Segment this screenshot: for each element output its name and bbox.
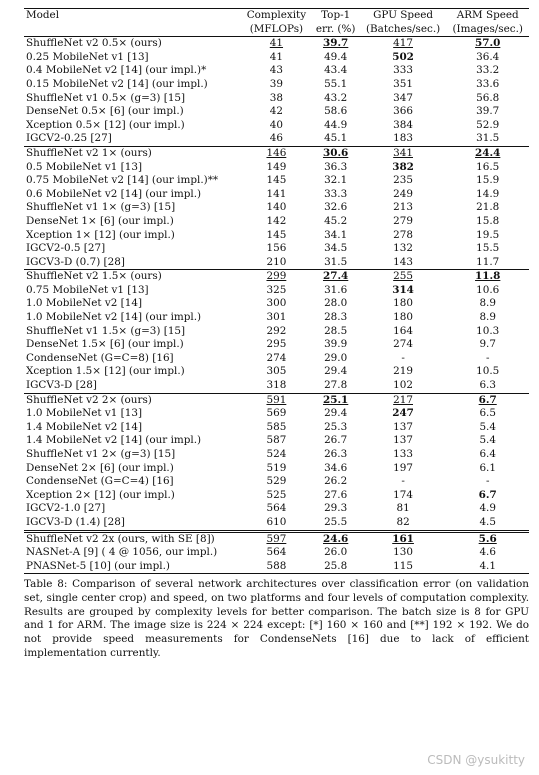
model-cell: 0.4 MobileNet v2 [14] (our impl.)* — [26, 64, 207, 77]
complexity-cell: 300 — [266, 297, 287, 310]
gpu-cell: 130 — [393, 546, 413, 559]
table-row — [24, 64, 529, 78]
complexity-cell: 591 — [241, 393, 311, 407]
complexity-cell: 145 — [266, 174, 287, 187]
complexity-cell: 43 — [269, 64, 284, 77]
complexity-cell: 564 — [266, 502, 287, 515]
gpu-cell: 247 — [392, 407, 414, 420]
arm-cell: 14.9 — [476, 187, 500, 200]
header-complexity: Complexity — [241, 9, 311, 23]
model-cell: IGCV3-D [28] — [26, 379, 97, 392]
top1-cell: 28.0 — [324, 297, 348, 310]
table-row — [24, 256, 529, 270]
top1-cell: 25.8 — [312, 560, 360, 574]
top1-cell: 31.5 — [324, 255, 348, 268]
gpu-cell: 255 — [360, 270, 447, 284]
top1-cell: 34.5 — [324, 242, 348, 255]
model-cell: 0.25 MobileNet v1 [13] — [26, 50, 149, 63]
watermark: CSDN @ysukitty — [427, 753, 525, 767]
top1-cell: 25.1 — [312, 393, 360, 407]
model-cell: ShuffleNet v2 1× (ours) — [24, 146, 241, 160]
model-cell: Xception 1× [12] (our impl.) — [26, 228, 175, 241]
gpu-cell: 333 — [393, 64, 413, 77]
gpu-cell: 347 — [393, 91, 413, 104]
row-group — [24, 531, 529, 574]
complexity-cell: 318 — [266, 379, 287, 392]
arm-cell: 11.8 — [446, 270, 529, 284]
top1-cell: 28.3 — [324, 311, 348, 324]
model-cell: DenseNet 2× [6] (our impl.) — [26, 461, 174, 474]
model-cell: IGCV2-1.0 [27] — [26, 502, 106, 515]
model-cell: 0.75 MobileNet v2 [14] (our impl.)** — [26, 174, 219, 187]
table-row — [24, 119, 529, 133]
top1-cell: 44.9 — [324, 118, 348, 131]
gpu-cell: 183 — [393, 132, 413, 145]
top1-cell: 32.1 — [324, 174, 348, 187]
gpu-cell: 278 — [393, 228, 413, 241]
complexity-cell: 525 — [266, 488, 287, 501]
table-row — [24, 546, 529, 560]
table-row — [24, 434, 529, 448]
model-cell: ShuffleNet v2 2× (ours) — [24, 393, 241, 407]
model-cell: ShuffleNet v2 1.5× (ours) — [24, 270, 241, 284]
header-top1: Top-1 — [312, 9, 360, 23]
complexity-cell: 140 — [266, 201, 287, 214]
gpu-cell: 213 — [393, 201, 413, 214]
model-cell: ShuffleNet v1 2× (g=3) [15] — [26, 448, 176, 460]
row-group — [24, 270, 529, 393]
gpu-cell: 366 — [393, 105, 413, 118]
top1-cell: 55.1 — [324, 77, 348, 90]
arm-cell: 6.3 — [479, 379, 496, 392]
gpu-cell: 417 — [360, 37, 447, 51]
table-row — [24, 365, 529, 379]
top1-cell: 45.2 — [324, 214, 348, 227]
table-row — [24, 475, 529, 489]
table-row — [24, 105, 529, 119]
complexity-cell: 305 — [266, 365, 287, 378]
complexity-cell: 41 — [269, 50, 284, 63]
top1-cell: 43.2 — [324, 91, 348, 104]
arm-cell: 11.7 — [476, 255, 500, 268]
arm-cell: - — [485, 475, 490, 488]
complexity-cell: 39 — [269, 77, 284, 90]
table-row — [24, 379, 529, 393]
header-model: Model — [24, 9, 241, 37]
header-gpu: GPU Speed — [360, 9, 447, 23]
top1-cell: 33.3 — [324, 187, 348, 200]
top1-cell: 27.4 — [312, 270, 360, 284]
table-row — [24, 92, 529, 106]
gpu-cell: 279 — [393, 214, 413, 227]
complexity-cell: 41 — [241, 37, 311, 51]
table-caption: Table 8: Comparison of several network architectures over classification error (on validation set, single center crop) and speed, on two platforms and four levels of computation complexity. Results are grouped by complexity levels for better comparison. The batch size is 8 for GPU and 1 for ARM. The image size is 224 × 224 except: [*] 160 × 160 and [**] 192 × 192. We do not provide speed measurements for CondenseNets [16] due to lack of efficient implementation currently. — [24, 578, 529, 659]
table-row — [24, 352, 529, 366]
model-cell: 0.5 MobileNet v1 [13] — [26, 160, 143, 173]
top1-cell: 58.6 — [324, 105, 348, 118]
table-row — [24, 37, 529, 51]
arm-cell: 4.1 — [446, 560, 529, 574]
gpu-cell: 384 — [393, 118, 413, 131]
top1-cell: 25.3 — [324, 420, 348, 433]
complexity-cell: 38 — [269, 91, 284, 104]
arm-cell: 24.4 — [446, 146, 529, 160]
complexity-cell: 569 — [266, 407, 287, 420]
table-figure — [24, 8, 529, 661]
top1-cell: 28.5 — [324, 324, 348, 337]
gpu-cell: 81 — [396, 502, 410, 515]
table-row — [24, 284, 529, 298]
gpu-cell: 174 — [393, 488, 413, 501]
arm-cell: 15.8 — [476, 214, 500, 227]
arm-cell: 6.7 — [446, 393, 529, 407]
table-row — [24, 297, 529, 311]
table-row — [24, 502, 529, 516]
arm-cell: 15.5 — [476, 242, 500, 255]
arm-cell: 6.5 — [479, 407, 496, 420]
gpu-cell: 249 — [393, 187, 413, 200]
complexity-cell: 142 — [266, 214, 287, 227]
model-cell: ShuffleNet v1 1× (g=3) [15] — [26, 201, 176, 214]
complexity-cell: 141 — [266, 187, 287, 200]
table-row — [24, 146, 529, 160]
complexity-cell: 146 — [241, 146, 311, 160]
table-row — [24, 188, 529, 202]
complexity-cell: 295 — [266, 338, 287, 351]
top1-cell: 29.4 — [324, 407, 348, 420]
arm-cell: 52.9 — [476, 118, 500, 131]
complexity-cell: 301 — [266, 311, 287, 324]
gpu-cell: 164 — [393, 324, 413, 337]
row-group — [24, 146, 529, 269]
gpu-cell: 235 — [393, 174, 413, 187]
table-row — [24, 132, 529, 146]
complexity-cell: 292 — [266, 324, 287, 337]
model-cell: IGCV3-D (0.7) [28] — [26, 255, 125, 268]
table-row — [24, 560, 529, 574]
arm-cell: 10.6 — [476, 283, 500, 296]
table-row — [24, 242, 529, 256]
row-group — [24, 393, 529, 531]
model-cell: ShuffleNet v1 1.5× (g=3) [15] — [26, 324, 186, 337]
table-row — [24, 421, 529, 435]
arm-cell: 57.0 — [446, 37, 529, 51]
top1-cell: 26.7 — [324, 434, 348, 447]
arm-cell: 6.4 — [479, 448, 496, 460]
table-row — [24, 201, 529, 215]
table-row — [24, 448, 529, 462]
table-row — [24, 338, 529, 352]
arm-cell: 5.4 — [479, 420, 496, 433]
gpu-cell: 132 — [393, 242, 413, 255]
model-cell: NASNet-A [9] ( 4 @ 1056, our impl.) — [26, 546, 218, 559]
table-row — [24, 516, 529, 531]
complexity-cell: 610 — [266, 515, 287, 528]
top1-cell: 27.8 — [324, 379, 348, 392]
table-row — [24, 531, 529, 546]
gpu-cell: 137 — [393, 434, 413, 447]
top1-cell: 39.7 — [312, 37, 360, 51]
top1-cell: 29.3 — [324, 502, 348, 515]
model-cell: 0.15 MobileNet v2 [14] (our impl.) — [26, 77, 208, 90]
arm-cell: 8.9 — [479, 297, 496, 310]
model-cell: ShuffleNet v1 0.5× (g=3) [15] — [26, 91, 186, 104]
gpu-cell: 102 — [393, 379, 413, 392]
comparison-table — [24, 8, 529, 574]
arm-cell: 5.4 — [479, 434, 496, 447]
table-row — [24, 325, 529, 339]
gpu-cell: 161 — [360, 531, 447, 546]
gpu-cell: - — [401, 475, 405, 488]
table-row — [24, 393, 529, 407]
top1-cell: 27.6 — [324, 488, 348, 501]
top1-cell: 36.3 — [324, 160, 348, 173]
header-arm-unit: (Images/sec.) — [446, 23, 529, 37]
model-cell: ShuffleNet v2 0.5× (ours) — [24, 37, 241, 51]
gpu-cell: 180 — [393, 297, 413, 310]
top1-cell: 29.0 — [324, 351, 348, 364]
top1-cell: 39.9 — [324, 338, 348, 351]
arm-cell: - — [485, 351, 490, 364]
model-cell: 0.75 MobileNet v1 [13] — [26, 283, 149, 296]
complexity-cell: 156 — [266, 242, 287, 255]
arm-cell: 10.5 — [476, 365, 500, 378]
model-cell: Xception 1.5× [12] (our impl.) — [26, 365, 185, 378]
arm-cell: 39.7 — [476, 105, 500, 118]
top1-cell: 31.6 — [324, 283, 348, 296]
table-row — [24, 161, 529, 175]
model-cell: CondenseNet (G=C=8) [16] — [26, 351, 174, 364]
header-arm: ARM Speed — [446, 9, 529, 23]
top1-cell: 49.4 — [324, 50, 348, 63]
model-cell: Xception 0.5× [12] (our impl.) — [26, 118, 185, 131]
table-row — [24, 270, 529, 284]
complexity-cell: 529 — [266, 475, 287, 488]
top1-cell: 32.6 — [324, 201, 348, 214]
model-cell: 1.0 MobileNet v1 [13] — [26, 407, 143, 420]
complexity-cell: 40 — [269, 118, 284, 131]
gpu-cell: 341 — [360, 146, 447, 160]
complexity-cell: 145 — [266, 228, 287, 241]
complexity-cell: 325 — [266, 283, 287, 296]
complexity-cell: 149 — [266, 160, 287, 173]
model-cell: CondenseNet (G=C=4) [16] — [26, 475, 174, 488]
arm-cell: 16.5 — [476, 160, 500, 173]
model-cell: 1.0 MobileNet v2 [14] — [26, 297, 143, 310]
table-row — [24, 51, 529, 65]
complexity-cell: 597 — [241, 531, 311, 546]
model-cell: 1.4 MobileNet v2 [14] — [26, 420, 143, 433]
top1-cell: 30.6 — [312, 146, 360, 160]
top1-cell: 25.5 — [324, 515, 348, 528]
gpu-cell: 351 — [393, 77, 413, 90]
arm-cell: 4.5 — [479, 515, 496, 528]
gpu-cell: 143 — [393, 255, 413, 268]
arm-cell: 9.7 — [479, 338, 496, 351]
gpu-cell: 137 — [393, 420, 413, 433]
complexity-cell: 588 — [241, 560, 311, 574]
row-group — [24, 37, 529, 147]
header-top1-unit: err. (%) — [312, 23, 360, 37]
model-cell: DenseNet 1× [6] (our impl.) — [26, 214, 174, 227]
gpu-cell: 314 — [392, 283, 414, 296]
gpu-cell: 502 — [392, 50, 414, 63]
header-gpu-unit: (Batches/sec.) — [360, 23, 447, 37]
table-row — [24, 462, 529, 476]
arm-cell: 19.5 — [476, 228, 500, 241]
arm-cell: 56.8 — [476, 91, 500, 104]
top1-cell: 26.3 — [324, 448, 348, 460]
arm-cell: 36.4 — [476, 50, 500, 63]
table-row — [24, 407, 529, 421]
top1-cell: 29.4 — [324, 365, 348, 378]
top1-cell: 26.0 — [324, 546, 348, 559]
top1-cell: 24.6 — [312, 531, 360, 546]
arm-cell: 10.3 — [476, 324, 500, 337]
arm-cell: 4.9 — [479, 502, 496, 515]
top1-cell: 34.1 — [324, 228, 348, 241]
complexity-cell: 46 — [269, 132, 284, 145]
model-cell: DenseNet 1.5× [6] (our impl.) — [26, 338, 184, 351]
table-row — [24, 489, 529, 503]
table-row — [24, 229, 529, 243]
arm-cell: 15.9 — [476, 174, 500, 187]
gpu-cell: 219 — [393, 365, 413, 378]
arm-cell: 33.6 — [476, 77, 500, 90]
complexity-cell: 274 — [266, 351, 287, 364]
model-cell: Xception 2× [12] (our impl.) — [26, 488, 175, 501]
complexity-cell: 524 — [266, 448, 287, 460]
arm-cell: 6.7 — [478, 488, 497, 501]
arm-cell: 21.8 — [476, 201, 500, 214]
model-cell: DenseNet 0.5× [6] (our impl.) — [26, 105, 184, 118]
gpu-cell: 217 — [360, 393, 447, 407]
model-cell: IGCV2-0.25 [27] — [26, 132, 112, 145]
header-complexity-unit: (MFLOPs) — [241, 23, 311, 37]
gpu-cell: 197 — [393, 461, 413, 474]
model-cell: PNASNet-5 [10] (our impl.) — [24, 560, 241, 574]
arm-cell: 5.6 — [446, 531, 529, 546]
top1-cell: 45.1 — [324, 132, 348, 145]
arm-cell: 33.2 — [476, 64, 500, 77]
table-row — [24, 174, 529, 188]
top1-cell: 34.6 — [324, 461, 348, 474]
gpu-cell: 382 — [392, 160, 414, 173]
table-row — [24, 311, 529, 325]
arm-cell: 4.6 — [479, 546, 496, 559]
gpu-cell: 133 — [393, 448, 413, 460]
gpu-cell: 180 — [393, 311, 413, 324]
gpu-cell: 82 — [396, 515, 410, 528]
model-cell: 1.4 MobileNet v2 [14] (our impl.) — [26, 434, 202, 447]
gpu-cell: 115 — [360, 560, 447, 574]
model-cell: 1.0 MobileNet v2 [14] (our impl.) — [26, 311, 202, 324]
model-cell: ShuffleNet v2 2x (ours, with SE [8]) — [24, 531, 241, 546]
model-cell: IGCV3-D (1.4) [28] — [26, 515, 125, 528]
complexity-cell: 587 — [266, 434, 287, 447]
gpu-cell: 274 — [393, 338, 413, 351]
complexity-cell: 519 — [266, 461, 287, 474]
arm-cell: 6.1 — [479, 461, 496, 474]
complexity-cell: 42 — [269, 105, 284, 118]
arm-cell: 31.5 — [476, 132, 500, 145]
complexity-cell: 585 — [266, 420, 287, 433]
arm-cell: 8.9 — [479, 311, 496, 324]
complexity-cell: 299 — [241, 270, 311, 284]
complexity-cell: 564 — [266, 546, 287, 559]
gpu-cell: - — [401, 351, 405, 364]
model-cell: IGCV2-0.5 [27] — [26, 242, 106, 255]
complexity-cell: 210 — [266, 255, 287, 268]
table-row — [24, 78, 529, 92]
top1-cell: 26.2 — [324, 475, 348, 488]
model-cell: 0.6 MobileNet v2 [14] (our impl.) — [26, 187, 202, 200]
table-row — [24, 215, 529, 229]
top1-cell: 43.4 — [324, 64, 348, 77]
